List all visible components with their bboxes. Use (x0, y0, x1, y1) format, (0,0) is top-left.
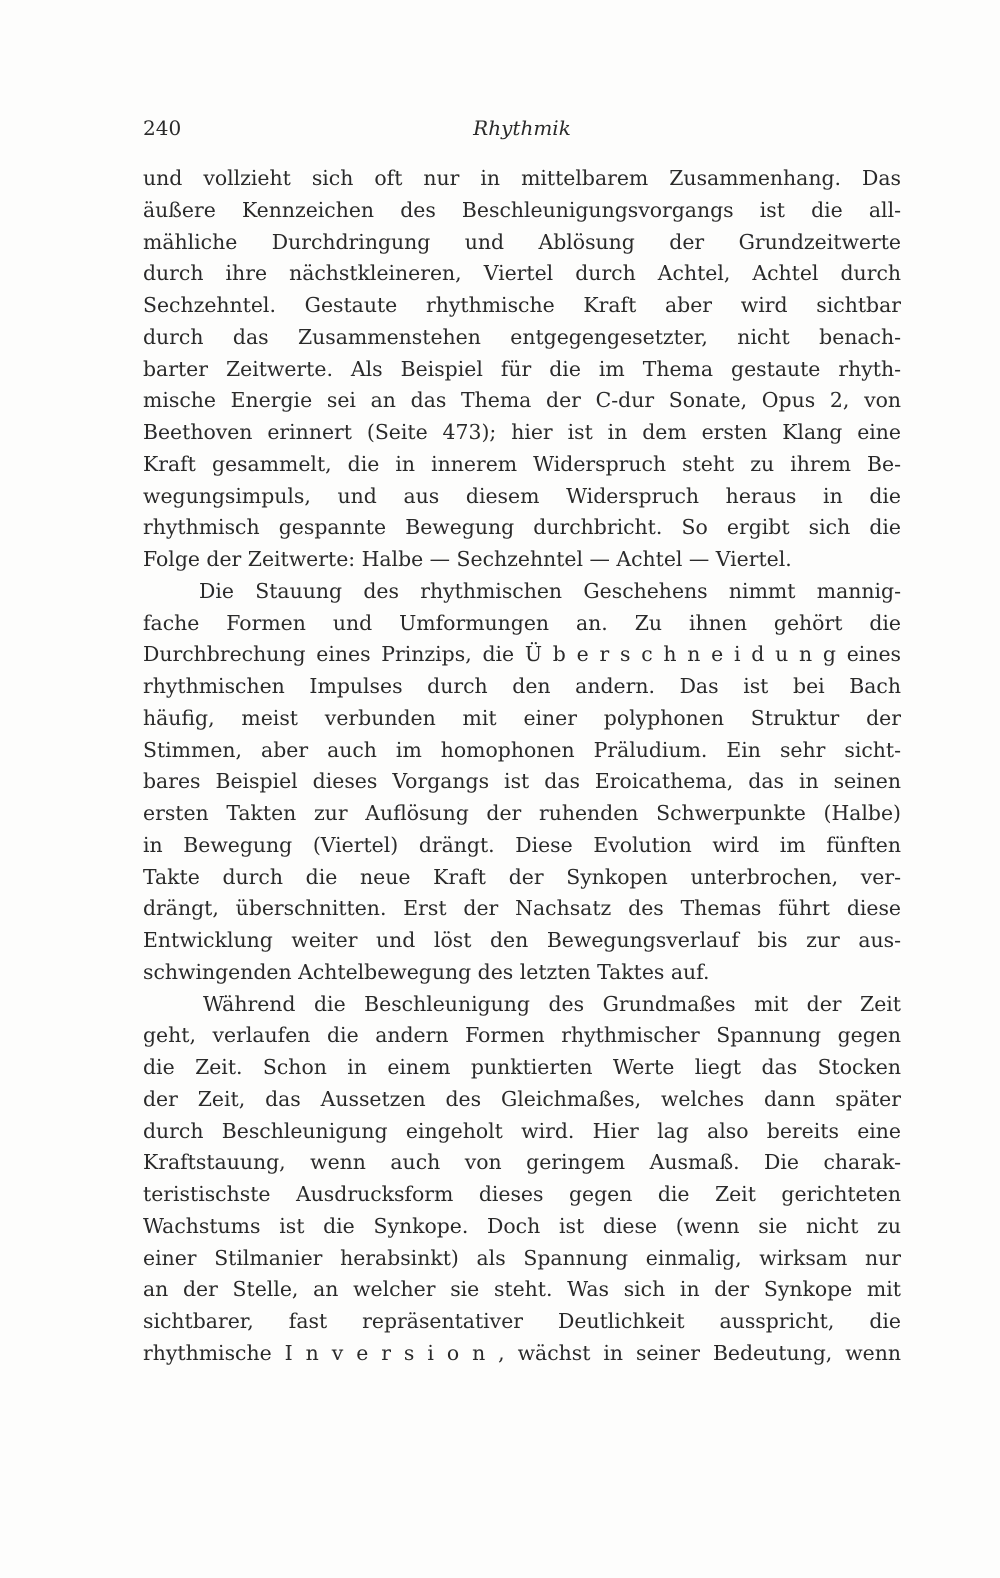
paragraph-start-line: Während die Beschleunigung des Grundmaßes mit der Zeit (203, 991, 901, 1016)
text-line: barter Zeitwerte. Als Beispiel für die im Thema gestaute rhyth- (143, 356, 901, 381)
text-line: fache Formen und Umformungen an. Zu ihnen gehört die (143, 610, 901, 635)
text-line: Sechzehntel. Gestaute rhythmische Kraft aber wird sichtbar (143, 293, 901, 317)
text-line: ersten Takten zur Auflösung der ruhenden Schwerpunkte (Halbe) (143, 801, 901, 825)
text-line: Takte durch die neue Kraft der Synkopen unterbrochen, ver- (143, 864, 901, 889)
paragraph-start-line: Die Stauung des rhythmischen Geschehens nimmt mannig- (199, 578, 901, 603)
text-line: Durchbrechung eines Prinzips, die Ü b e r s c h n e i d u n g eines (143, 642, 901, 667)
page-number: 240 (143, 116, 182, 140)
text-line: durch ihre nächstkleineren, Viertel durch Achtel, Achtel durch (143, 261, 901, 286)
text-line: teristischste Ausdrucksform dieses gegen die Zeit gerichteten (143, 1182, 901, 1206)
text-line: Wachstums ist die Synkope. Doch ist diese (wenn sie nicht zu (143, 1213, 901, 1238)
text-line: bares Beispiel dieses Vorgangs ist das Eroicathema, das in seinen (143, 769, 901, 794)
text-line: rhythmisch gespannte Bewegung durchbricht. So ergibt sich die (143, 515, 901, 540)
text-line: mähliche Durchdringung und Ablösung der Grundzeitwerte (143, 229, 901, 254)
text-line: einer Stilmanier herabsinkt) als Spannung einmalig, wirksam nur (143, 1245, 901, 1270)
text-line: sichtbarer, fast repräsentativer Deutlichkeit ausspricht, die (143, 1309, 901, 1333)
text-line: drängt, überschnitten. Erst der Nachsatz des Themas führt diese (143, 896, 901, 921)
running-title: Rhythmik (473, 116, 571, 140)
text-line: Folge der Zeitwerte: Halbe — Sechzehntel — Achtel — Viertel. (143, 547, 792, 571)
text-line: äußere Kennzeichen des Beschleunigungsvorgangs ist die all- (143, 197, 901, 222)
text-line: häufig, meist verbunden mit einer polyphonen Struktur der (143, 705, 901, 730)
text-line: durch Beschleunigung eingeholt wird. Hier lag also bereits eine (143, 1118, 901, 1143)
text-line: rhythmischen Impulses durch den andern. Das ist bei Bach (143, 674, 901, 698)
text-line: Entwicklung weiter und löst den Bewegungsverlauf bis zur aus- (143, 928, 901, 952)
text-line: die Zeit. Schon in einem punktierten Werte liegt das Stocken (143, 1055, 901, 1079)
text-line: in Bewegung (Viertel) drängt. Diese Evolution wird im fünften (143, 832, 901, 857)
text-line: Kraft gesammelt, die in innerem Widerspruch steht zu ihrem Be- (143, 451, 901, 476)
text-line: schwingenden Achtelbewegung des letzten Taktes auf. (143, 959, 710, 984)
text-line: Kraftstauung, wenn auch von geringem Ausmaß. Die charak- (143, 1150, 901, 1175)
text-line: rhythmische I n v e r s i o n , wächst in seiner Bedeutung, wenn (143, 1340, 901, 1365)
text-line: durch das Zusammenstehen entgegengesetzter, nicht benach- (143, 324, 901, 349)
body-text (143, 163, 901, 1370)
text-line: Beethoven erinnert (Seite 473); hier ist in dem ersten Klang eine (143, 420, 901, 444)
text-line: geht, verlaufen die andern Formen rhythmischer Spannung gegen (143, 1023, 901, 1048)
text-line: wegungsimpuls, und aus diesem Widerspruch heraus in die (143, 483, 901, 508)
text-line: an der Stelle, an welcher sie steht. Was sich in der Synkope mit (143, 1277, 901, 1302)
text-line: und vollzieht sich oft nur in mittelbarem Zusammenhang. Das (143, 166, 901, 190)
text-line: mische Energie sei an das Thema der C-dur Sonate, Opus 2, von (143, 388, 901, 413)
text-line: der Zeit, das Aussetzen des Gleichmaßes, welches dann später (143, 1086, 901, 1111)
text-line: Stimmen, aber auch im homophonen Präludium. Ein sehr sicht- (143, 737, 901, 762)
page-header (143, 116, 901, 146)
